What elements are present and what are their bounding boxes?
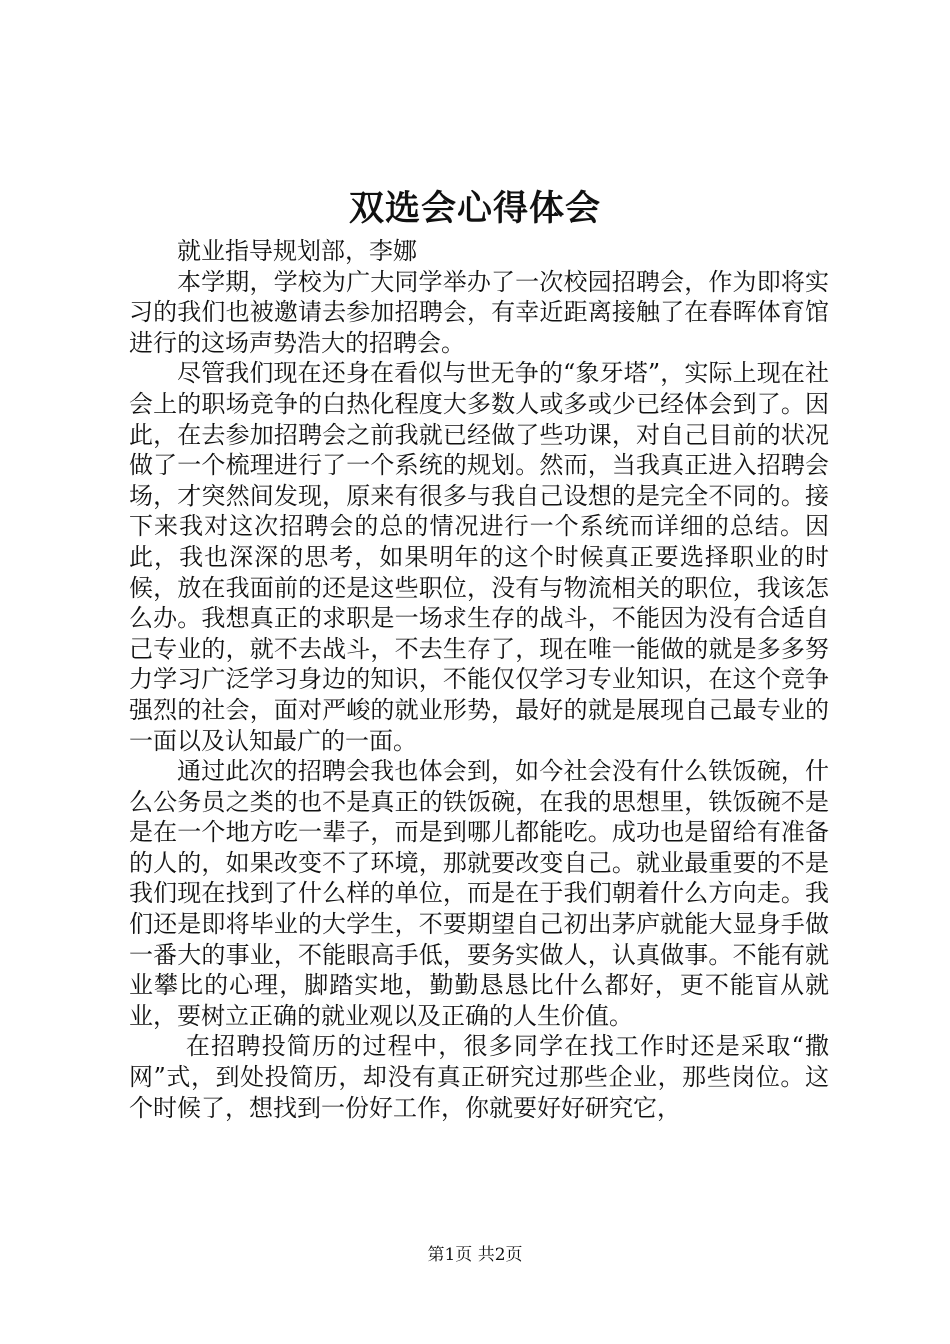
paragraph-reflection: 尽管我们现在还身在看似与世无争的“象牙塔”，实际上现在社会上的职场竞争的白热化程度大多数人或多或少已经体会到了。因此，在去参加招聘会之前我就已经做了些功课，对自己目前的状况做了一个梳理进行了一个系统的规划。然而，当我真正进入招聘会场，才突然间发现，原来有很多与我自己设想的是完全不同的。接下来我对这次招聘会的总的情况进行一个系统而详细的总结。因此，我也深深的思考，如果明年的这个时候真正要选择职业的时候，放在我面前的还是这些职位，没有与物流相关的职位，我该怎么办。我想真正的求职是一场求生存的战斗，不能因为没有合适自己专业的，就不去战斗，不去生存了，现在唯一能做的就是多多努力学习广泛学习身边的知识，不能仅仅学习专业知识，在这个竞争强烈的社会，面对严峻的就业形势，最好的就是展现自己最专业的一面以及认知最广的一面。 — [129, 359, 829, 755]
document-title: 双选会心得体会 — [348, 188, 601, 229]
paragraph-lessons: 通过此次的招聘会我也体会到，如今社会没有什么铁饭碗，什么公务员之类的也不是真正的铁饭碗，在我的思想里，铁饭碗不是是在一个地方吃一辈子，而是到哪儿都能吃。成功也是留给有准备的人的，如果改变不了环境，那就要改变自己。就业最重要的不是我们现在找到了什么样的单位，而是在于我们朝着什么方向走。我们还是即将毕业的大学生，不要期望自己初出茅庐就能大显身手做一番大的事业，不能眼高手低，要务实做人，认真做事。不能有就业攀比的心理，脚踏实地，勤勤恳恳比什么都好，更不能盲从就业，要树立正确的就业观以及正确的人生价值。 — [129, 757, 829, 1030]
paragraph-resume: 在招聘投简历的过程中，很多同学在找工作时还是采取“撒网”式，到处投简历，却没有真正研究过那些企业，那些岗位。这个时候了，想找到一份好工作，你就要好好研究它， — [129, 1032, 829, 1122]
page-number-footer: 第1页 共2页 — [427, 1245, 523, 1265]
author-line: 就业指导规划部，李娜 — [177, 237, 417, 265]
document-body — [129, 236, 829, 1123]
paragraph-intro: 本学期，学校为广大同学举办了一次校园招聘会，作为即将实习的我们也被邀请去参加招聘会，有幸近距离接触了在春晖体育馆进行的这场声势浩大的招聘会。 — [129, 267, 829, 357]
